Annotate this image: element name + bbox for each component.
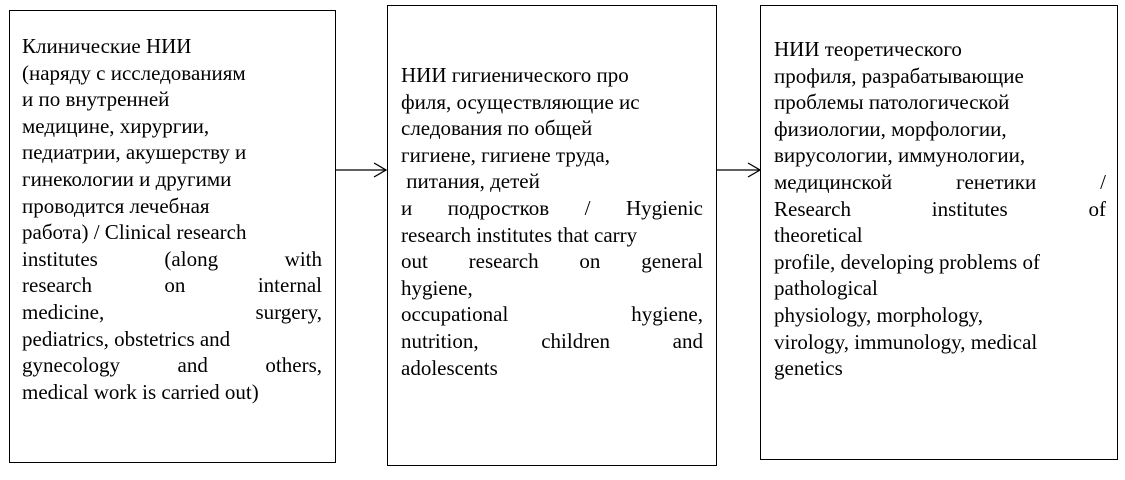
text-line: вирусологии, иммунологии,	[774, 143, 1026, 168]
text-line: genetics	[774, 356, 843, 381]
text-line: проблемы патологической	[774, 90, 1010, 115]
text-line: occupational hygiene,	[401, 302, 703, 327]
text-line: профиля, разрабатывающие	[774, 63, 1024, 88]
text-line: adolescents	[401, 355, 498, 380]
arrow-hygienic-to-theoretical	[714, 160, 764, 180]
text-line: медицинской генетики /	[774, 169, 1106, 194]
text-line: pediatrics, obstetrics and	[22, 326, 231, 351]
text-line: гинекологии и другими	[22, 166, 232, 191]
text-line: institutes (along with	[22, 246, 322, 271]
text-line: и по внутренней	[22, 87, 170, 112]
text-line: работа) / Clinical research	[22, 220, 247, 245]
hygienic-institutes-text	[401, 62, 703, 381]
text-line: hygiene,	[401, 275, 473, 300]
text-line: profile, developing problems of	[774, 249, 1040, 274]
arrow-clinical-to-hygienic	[334, 160, 390, 180]
text-line: Клинические НИИ	[22, 34, 192, 58]
text-line: research on internal	[22, 273, 322, 298]
text-line: проводится лечебная	[22, 193, 210, 218]
text-line: (наряду с исследованиям	[22, 60, 246, 85]
text-line: gynecology and others,	[22, 353, 322, 378]
text-line: pathological	[774, 276, 878, 301]
text-line: гигиене, гигиене труда,	[401, 142, 611, 167]
text-line: следования по общей	[401, 116, 593, 141]
text-line: theoretical	[774, 223, 863, 248]
text-line: research institutes that carry	[401, 222, 638, 247]
clinical-institutes-text	[22, 33, 322, 405]
text-line: Research institutes of	[774, 196, 1106, 221]
text-line: НИИ теоретического	[774, 37, 962, 61]
text-line: филя, осуществляющие ис	[401, 89, 640, 114]
text-line: педиатрии, акушерству и	[22, 140, 247, 165]
text-line: и подростков / Hygienic	[401, 195, 703, 220]
text-line: НИИ гигиенического про	[401, 63, 629, 87]
text-line: medicine, surgery,	[22, 299, 322, 324]
text-line: medical work is carried out)	[22, 379, 259, 404]
text-line: physiology, morphology,	[774, 302, 984, 327]
text-line: out research on general	[401, 249, 703, 274]
theoretical-institutes-text	[774, 36, 1106, 382]
text-line: физиологии, морфологии,	[774, 116, 1007, 141]
text-line: nutrition, children and	[401, 328, 703, 353]
text-line: медицине, хирургии,	[22, 113, 210, 138]
text-line: virology, immunology, medical	[774, 329, 1038, 354]
text-line: питания, детей	[401, 169, 540, 194]
